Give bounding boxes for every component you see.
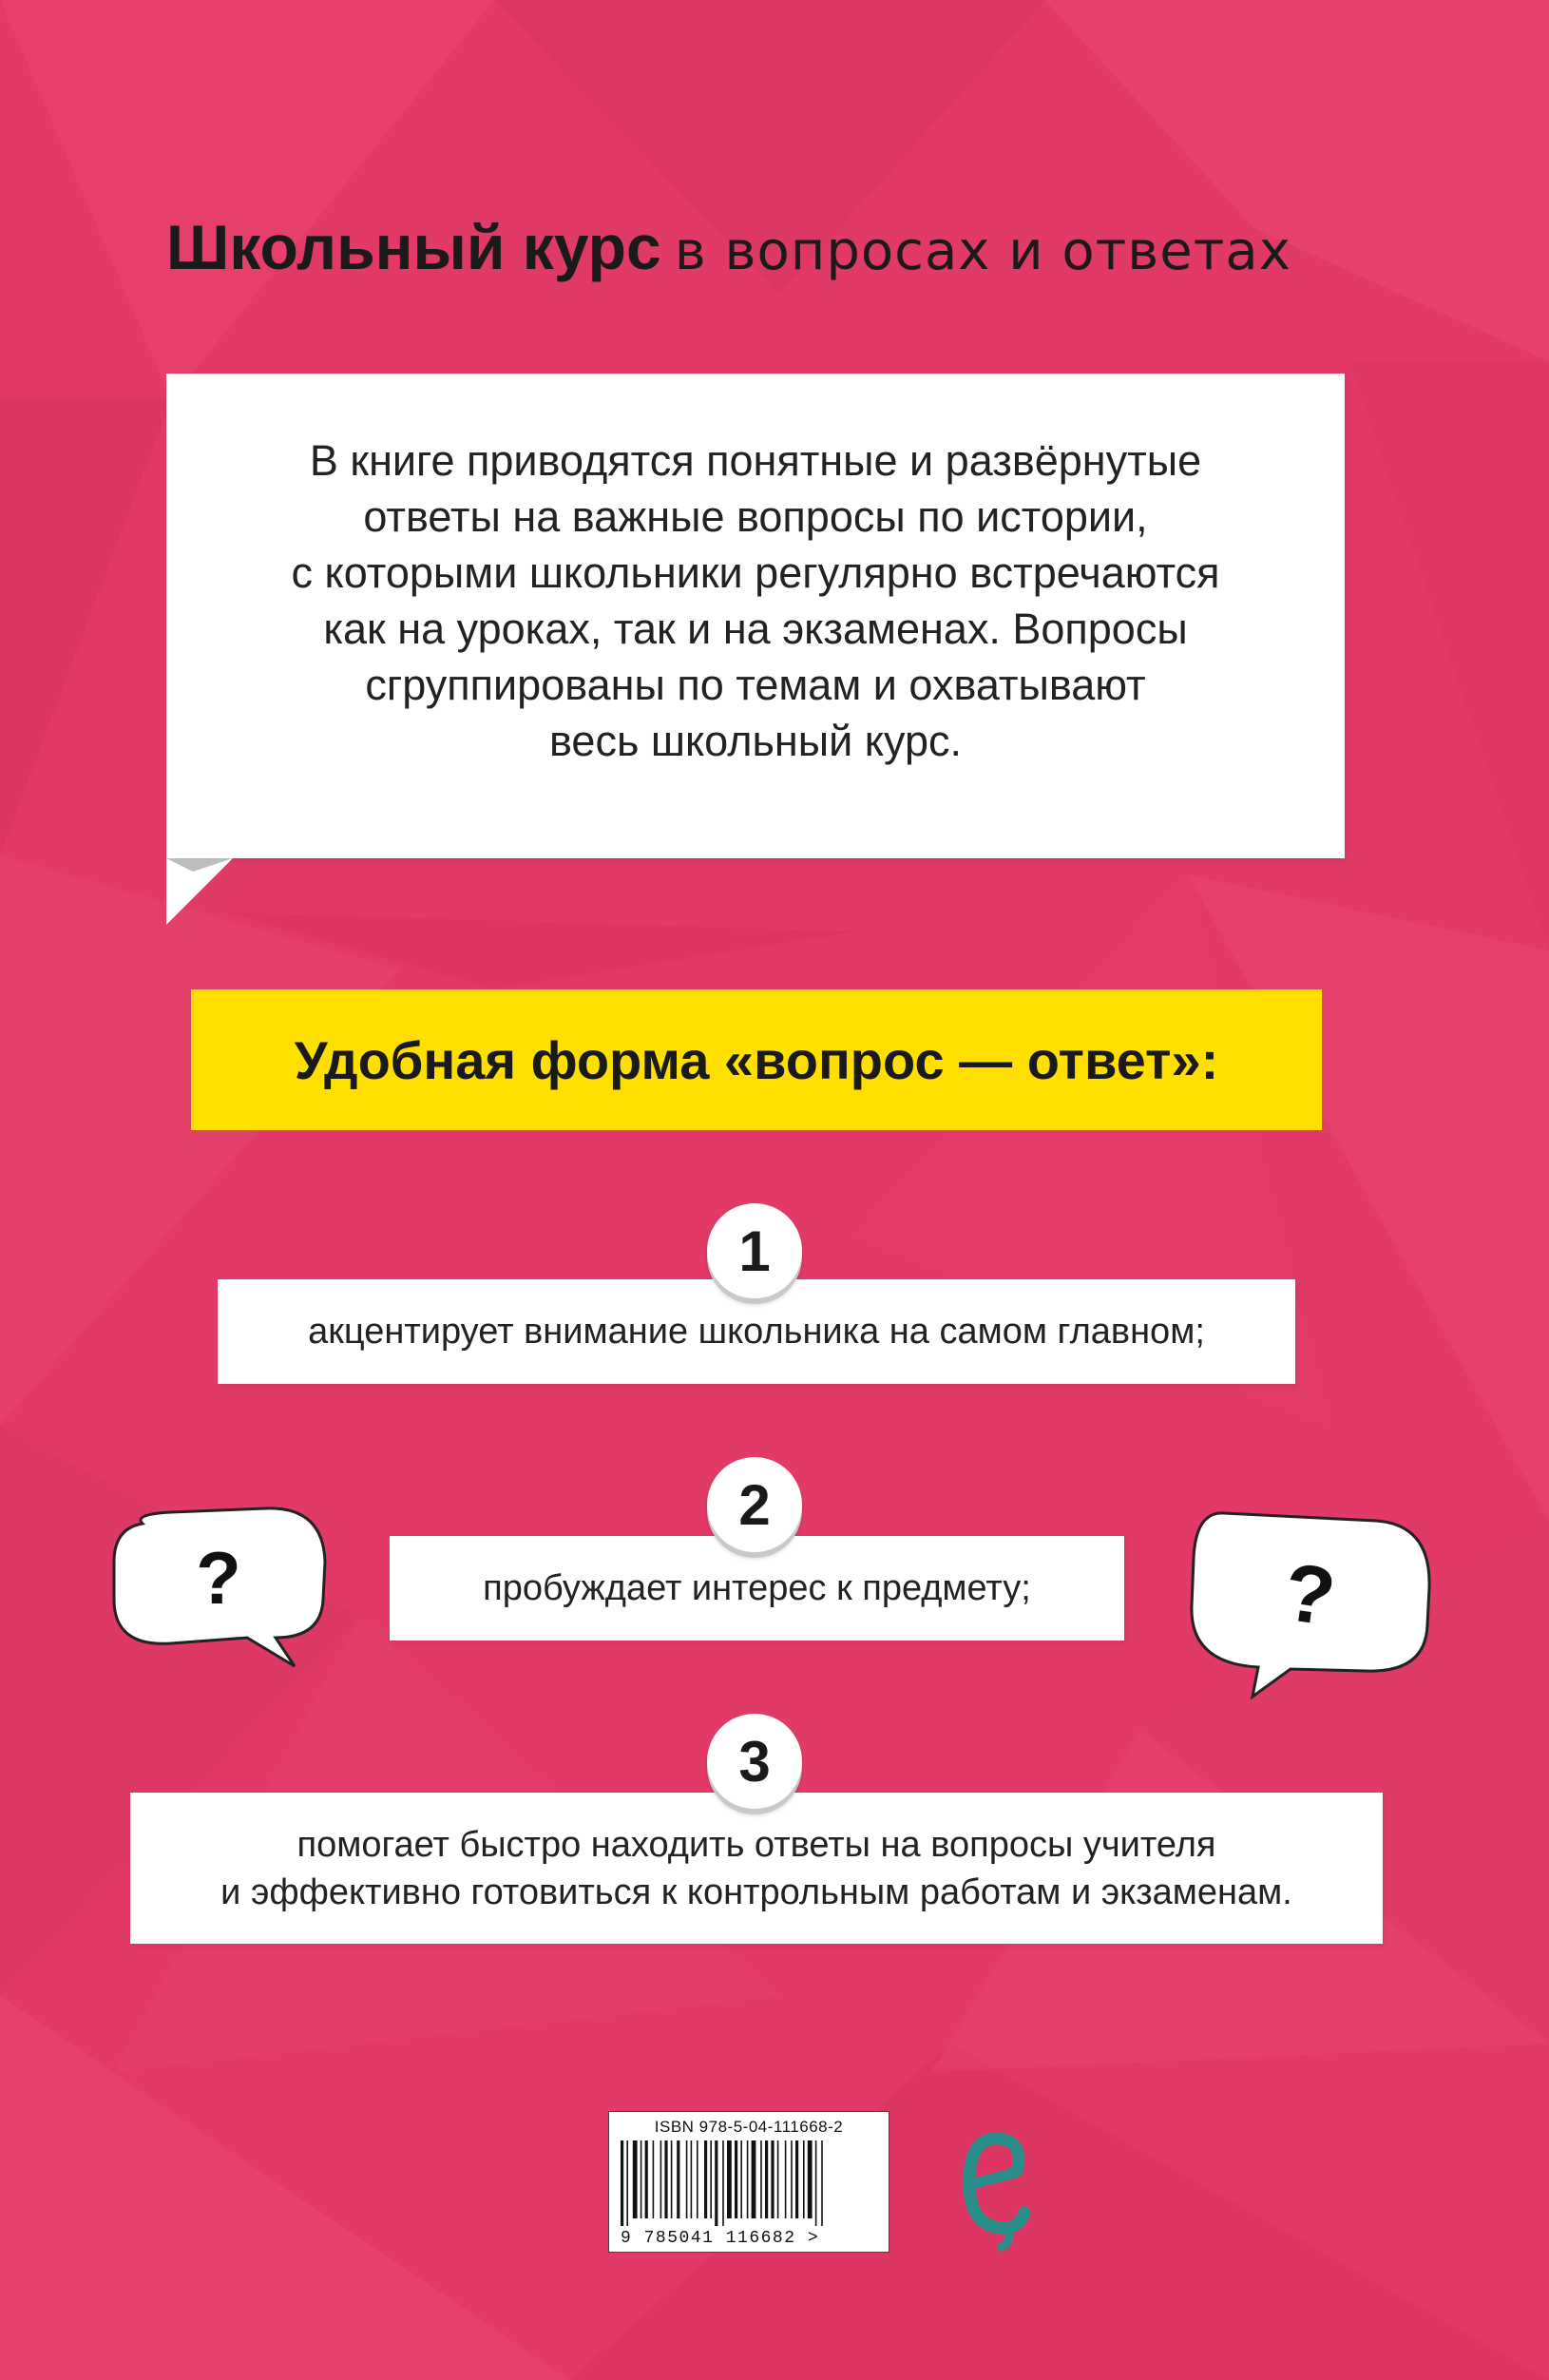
barcode-bar	[785, 2140, 787, 2218]
barcode-bar	[686, 2140, 688, 2218]
barcode-bar	[815, 2140, 817, 2226]
barcode-bar	[704, 2140, 707, 2218]
question-mark-left: ?	[196, 1536, 241, 1620]
barcode-bar	[626, 2140, 628, 2226]
barcode	[608, 2111, 889, 2253]
barcode-bar	[645, 2140, 648, 2218]
barcode-digits: 9 785041 116682 >	[621, 2229, 820, 2248]
barcode-bar	[710, 2140, 712, 2218]
eksmo-logo-icon	[958, 2129, 1034, 2253]
description-text: В книге приводятся понятные и развёрнутые ответы на важные вопросы по истории, с которыми школьники регулярно встречаются как на уроках, так и на экзаменах. Вопросы сгруппированы по темам и охватывают весь школьный курс.	[291, 436, 1220, 765]
series-title	[166, 204, 1291, 299]
barcode-bar	[752, 2140, 756, 2218]
feature-item-1: акцентирует внимание школьника на самом главном;	[218, 1279, 1295, 1384]
barcode-bar	[660, 2140, 662, 2218]
barcode-bar	[727, 2140, 732, 2218]
description-box	[166, 374, 1345, 858]
barcode-bar	[697, 2140, 698, 2218]
barcode-bar	[621, 2140, 623, 2226]
barcode-bar	[664, 2140, 667, 2218]
number-badge-1: 1	[707, 1203, 802, 1298]
series-title-bold-text: Школьный курс	[166, 212, 661, 282]
banner	[191, 989, 1322, 1130]
banner-text: Удобная форма «вопрос — ответ»:	[294, 1029, 1219, 1090]
barcode-bar	[795, 2140, 798, 2218]
barcode-bar	[653, 2140, 655, 2218]
barcode-bar	[771, 2140, 774, 2218]
number-badge-3: 3	[707, 1714, 802, 1809]
barcode-bar	[633, 2140, 638, 2218]
barcode-bar	[821, 2140, 823, 2226]
question-mark-right: ?	[1278, 1545, 1341, 1644]
barcode-bar	[677, 2140, 679, 2218]
barcode-bar	[671, 2140, 673, 2218]
barcode-bar	[691, 2140, 693, 2218]
description-box-tail	[166, 858, 233, 925]
feature-item-2: пробуждает интерес к предмету;	[390, 1536, 1124, 1641]
series-title-bold	[166, 204, 661, 290]
barcode-bar	[735, 2140, 737, 2218]
barcode-bar	[715, 2140, 717, 2226]
barcode-bar	[760, 2140, 762, 2218]
barcode-bar	[641, 2140, 642, 2218]
barcode-bars	[621, 2140, 877, 2226]
barcode-bar	[747, 2140, 749, 2218]
number-badge-2: 2	[707, 1457, 802, 1552]
feature-item-3: помогает быстро находить ответы на вопросы учителя и эффективно готовиться к контрольным работам и экзаменам.	[130, 1793, 1383, 1944]
barcode-bar	[722, 2140, 724, 2226]
barcode-bar	[777, 2140, 779, 2218]
barcode-bar	[765, 2140, 768, 2218]
barcode-bar	[803, 2140, 805, 2218]
series-title-handwritten: в вопросах и ответах	[674, 221, 1291, 282]
barcode-bar	[740, 2140, 742, 2218]
isbn-text: ISBN 978-5-04-111668-2	[654, 2118, 844, 2136]
barcode-bar	[808, 2140, 813, 2218]
barcode-bar	[791, 2140, 793, 2218]
